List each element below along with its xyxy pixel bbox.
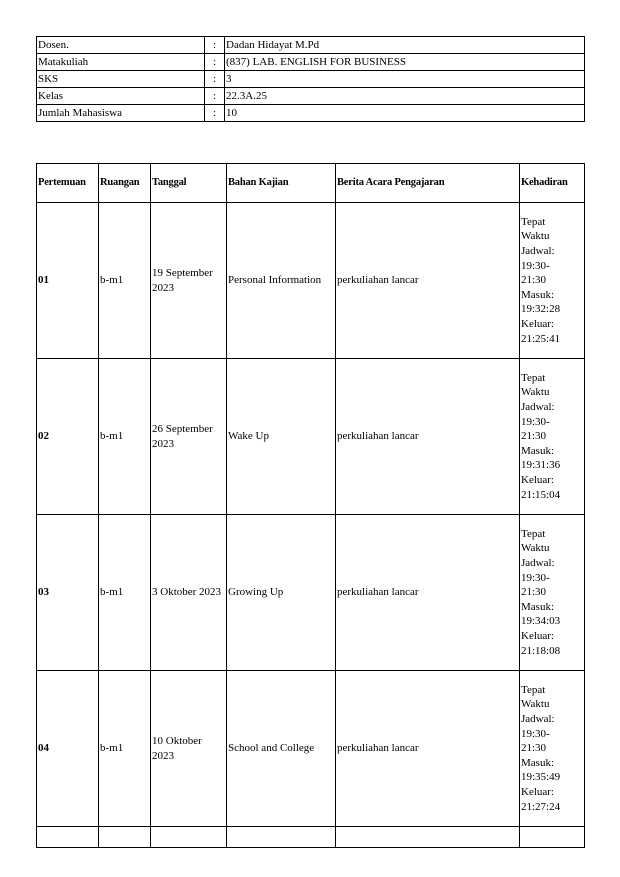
cell-bahan-kajian: Wake Up <box>227 359 336 515</box>
cell-ruangan: b-m1 <box>99 359 151 515</box>
info-colon: : <box>205 37 225 54</box>
cell-ruangan: b-m1 <box>99 515 151 671</box>
info-value: 10 <box>225 105 585 122</box>
cell-ruangan: b-m1 <box>99 203 151 359</box>
cell-pertemuan: 04 <box>37 671 99 827</box>
header-ruangan: Ruangan <box>99 164 151 203</box>
info-row <box>37 54 585 71</box>
info-colon: : <box>205 54 225 71</box>
cell-kehadiran <box>520 515 585 671</box>
cell-pertemuan: 01 <box>37 203 99 359</box>
cell-berita-acara: perkuliahan lancar <box>336 203 520 359</box>
cell-kehadiran <box>520 671 585 827</box>
table-row <box>37 203 585 359</box>
cell-kehadiran <box>520 359 585 515</box>
cell-bahan-kajian: Personal Information <box>227 203 336 359</box>
cell-ruangan: b-m1 <box>99 671 151 827</box>
info-label: SKS <box>37 71 205 88</box>
cell-tanggal: 10 Oktober 2023 <box>151 671 227 827</box>
info-value: 3 <box>225 71 585 88</box>
empty-cell <box>227 827 336 848</box>
schedule-header-row <box>37 164 585 203</box>
header-bahan-kajian: Bahan Kajian <box>227 164 336 203</box>
info-row <box>37 71 585 88</box>
table-row <box>37 515 585 671</box>
info-row <box>37 37 585 54</box>
cell-bahan-kajian: Growing Up <box>227 515 336 671</box>
empty-cell <box>99 827 151 848</box>
header-kehadiran: Kehadiran <box>520 164 585 203</box>
info-colon: : <box>205 88 225 105</box>
cell-berita-acara: perkuliahan lancar <box>336 671 520 827</box>
table-row <box>37 359 585 515</box>
info-value: (837) LAB. ENGLISH FOR BUSINESS <box>225 54 585 71</box>
empty-cell <box>37 827 99 848</box>
cell-pertemuan: 03 <box>37 515 99 671</box>
empty-cell <box>151 827 227 848</box>
cell-bahan-kajian: School and College <box>227 671 336 827</box>
cell-pertemuan: 02 <box>37 359 99 515</box>
info-colon: : <box>205 105 225 122</box>
info-label: Kelas <box>37 88 205 105</box>
attendance-text: Tepat Waktu Jadwal: 19:30-21:30 Masuk: 19:34:03 Keluar: 21:18:08 <box>521 527 561 657</box>
info-value: 22.3A.25 <box>225 88 585 105</box>
cell-berita-acara: perkuliahan lancar <box>336 515 520 671</box>
course-info-table <box>36 36 585 122</box>
table-row-continued <box>37 827 585 848</box>
info-label: Jumlah Mahasiswa <box>37 105 205 122</box>
cell-tanggal: 26 September 2023 <box>151 359 227 515</box>
header-pertemuan: Pertemuan <box>37 164 99 203</box>
cell-tanggal: 3 Oktober 2023 <box>151 515 227 671</box>
schedule-table <box>36 163 585 848</box>
info-row <box>37 105 585 122</box>
cell-tanggal: 19 September 2023 <box>151 203 227 359</box>
cell-kehadiran <box>520 203 585 359</box>
empty-cell <box>336 827 520 848</box>
info-value: Dadan Hidayat M.Pd <box>225 37 585 54</box>
attendance-text: Tepat Waktu Jadwal: 19:30-21:30 Masuk: 19:35:49 Keluar: 21:27:24 <box>521 683 561 813</box>
info-label: Dosen. <box>37 37 205 54</box>
table-row <box>37 671 585 827</box>
info-colon: : <box>205 71 225 88</box>
info-row <box>37 88 585 105</box>
empty-cell <box>520 827 585 848</box>
cell-berita-acara: perkuliahan lancar <box>336 359 520 515</box>
attendance-text: Tepat Waktu Jadwal: 19:30-21:30 Masuk: 19:32:28 Keluar: 21:25:41 <box>521 215 561 345</box>
header-tanggal: Tanggal <box>151 164 227 203</box>
header-berita-acara: Berita Acara Pengajaran <box>336 164 520 203</box>
info-label: Matakuliah <box>37 54 205 71</box>
attendance-text: Tepat Waktu Jadwal: 19:30-21:30 Masuk: 19:31:36 Keluar: 21:15:04 <box>521 371 561 501</box>
